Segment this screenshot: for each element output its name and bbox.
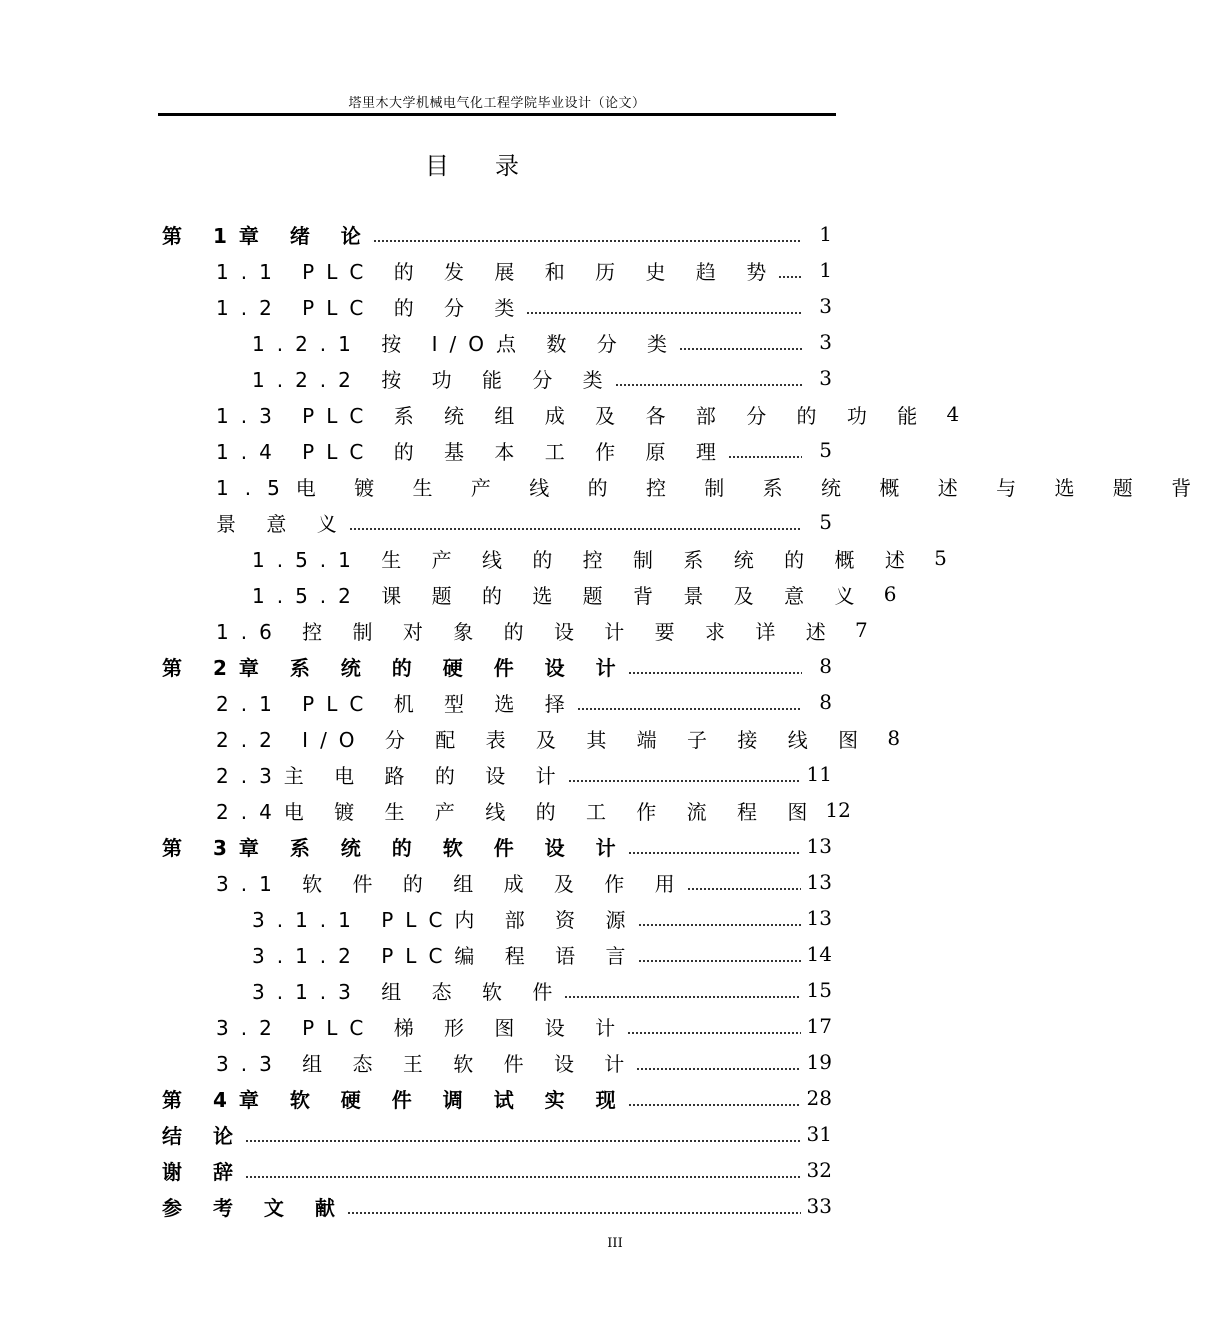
- toc-entry-label: 3.1.2 PLC编 程 语 言: [252, 943, 638, 968]
- toc-entry-label: 3.2 PLC 梯 形 图 设 计: [216, 1015, 628, 1040]
- toc-entry[interactable]: [162, 612, 868, 648]
- toc-entry[interactable]: [162, 360, 834, 396]
- toc-entry[interactable]: [162, 864, 834, 900]
- toc-leader-dots: [347, 1212, 801, 1214]
- toc-entry-page: 4: [946, 402, 960, 426]
- toc-entry-label: 2.1 PLC 机 型 选 择: [216, 691, 577, 716]
- toc-entry[interactable]: [162, 252, 834, 288]
- toc-entry-page: 13: [806, 870, 832, 894]
- toc-entry-label: 谢 辞: [162, 1159, 245, 1184]
- toc-entry-label: 3.1.3 组 态 软 件: [252, 979, 565, 1004]
- toc-entry-label: 第 2章 系 统 的 硬 件 设 计: [162, 655, 628, 680]
- toc-entry[interactable]: [162, 1152, 834, 1188]
- toc-entry-page: 19: [806, 1050, 832, 1074]
- toc-entry-label: 景 意 义: [216, 511, 349, 536]
- toc-entry[interactable]: [162, 468, 1208, 504]
- toc-entry-page: 5: [934, 546, 947, 570]
- toc-entry-label: 1.1 PLC 的 发 展 和 历 史 趋 势: [216, 259, 779, 284]
- toc-entry-label: 1.2.2 按 功 能 分 类: [252, 367, 615, 392]
- page-number: III: [607, 1236, 623, 1251]
- toc-entry[interactable]: [162, 936, 834, 972]
- toc-entry[interactable]: [162, 684, 834, 720]
- toc-entry-page: 8: [887, 726, 901, 750]
- toc-entry-label: 1.3 PLC 系 统 组 成 及 各 部 分 的 功 能: [216, 403, 930, 428]
- table-of-contents: [162, 216, 1208, 1224]
- toc-entry-page: 13: [806, 834, 832, 858]
- toc-leader-dots: [526, 312, 802, 314]
- toc-entry-label: 2.3主 电 路 的 设 计: [216, 763, 568, 788]
- toc-entry-label: 结 论: [162, 1123, 245, 1148]
- toc-entry-page: 14: [806, 942, 832, 966]
- toc-entry[interactable]: [162, 1080, 834, 1116]
- toc-entry-label: 第 4章 软 硬 件 调 试 实 现: [162, 1087, 628, 1112]
- toc-entry-label: 1.5电 镀 生 产 线 的 控 制 系 统 概 述 与 选 题 背: [216, 475, 1208, 500]
- toc-entry-page: 8: [819, 654, 832, 678]
- toc-leader-dots: [373, 240, 802, 242]
- toc-entry-label: 2.4电 镀 生 产 线 的 工 作 流 程 图: [216, 799, 820, 824]
- toc-leader-dots: [728, 456, 802, 458]
- toc-leader-dots: [687, 888, 801, 890]
- page-header: 塔里木大学机械电气化工程学院毕业设计（论文）: [348, 96, 646, 111]
- header-rule: [158, 113, 836, 116]
- toc-entry[interactable]: [162, 216, 834, 252]
- toc-entry-page: 31: [806, 1122, 832, 1146]
- toc-entry-label: 3.3 组 态 王 软 件 设 计: [216, 1051, 637, 1076]
- toc-entry-page: 8: [819, 690, 832, 714]
- toc-entry-label: 1.4 PLC 的 基 本 工 作 原 理: [216, 439, 728, 464]
- toc-entry[interactable]: [162, 288, 834, 324]
- toc-leader-dots: [577, 708, 802, 710]
- toc-leader-dots: [245, 1176, 801, 1178]
- toc-entry-page: 15: [806, 978, 832, 1002]
- toc-entry-label: 第 1章 绪 论: [162, 223, 373, 248]
- toc-entry[interactable]: [162, 1116, 834, 1152]
- toc-entry-label: 3.1.1 PLC内 部 资 源: [252, 907, 638, 932]
- toc-entry[interactable]: [162, 1188, 834, 1224]
- toc-entry-label: 1.5.2 课 题 的 选 题 背 景 及 意 义: [252, 583, 867, 608]
- toc-leader-dots: [628, 672, 802, 674]
- toc-entry[interactable]: [162, 720, 901, 756]
- toc-entry-page: 13: [806, 906, 832, 930]
- toc-entry-page: 5: [819, 510, 832, 534]
- toc-leader-dots: [638, 924, 801, 926]
- toc-entry[interactable]: [162, 756, 834, 792]
- toc-entry[interactable]: [162, 324, 834, 360]
- toc-entry-page: 11: [806, 762, 832, 786]
- toc-entry-label: 1.2.1 按 I/O点 数 分 类: [252, 331, 680, 356]
- toc-leader-dots: [564, 996, 800, 998]
- toc-entry[interactable]: [162, 792, 851, 828]
- toc-leader-dots: [349, 528, 802, 530]
- toc-entry[interactable]: [162, 900, 834, 936]
- toc-entry[interactable]: [162, 396, 960, 432]
- toc-entry-label: 1.6 控 制 对 象 的 设 计 要 求 详 述: [216, 619, 838, 644]
- toc-entry-label: 参 考 文 献: [162, 1195, 347, 1220]
- toc-leader-dots: [568, 780, 801, 782]
- toc-leader-dots: [615, 384, 802, 386]
- toc-title: 目录: [425, 152, 565, 180]
- toc-entry-label: 1.5.1 生 产 线 的 控 制 系 统 的 概 述: [252, 547, 917, 572]
- toc-entry-page: 3: [819, 294, 832, 318]
- toc-leader-dots: [628, 852, 801, 854]
- toc-leader-dots: [627, 1032, 800, 1034]
- toc-entry-page: 32: [806, 1158, 832, 1182]
- toc-leader-dots: [245, 1140, 801, 1142]
- toc-leader-dots: [628, 1104, 801, 1106]
- toc-leader-dots: [679, 348, 802, 350]
- toc-entry-page: 6: [883, 582, 897, 606]
- toc-entry-page: 3: [819, 330, 832, 354]
- toc-entry-page: 17: [806, 1014, 832, 1038]
- toc-leader-dots: [778, 276, 802, 278]
- toc-entry[interactable]: [162, 504, 834, 540]
- toc-entry[interactable]: [162, 1044, 834, 1080]
- toc-leader-dots: [638, 960, 801, 962]
- toc-entry-page: 33: [806, 1194, 832, 1218]
- toc-entry[interactable]: [162, 432, 834, 468]
- toc-entry-page: 7: [855, 618, 868, 642]
- toc-entry[interactable]: [162, 1008, 834, 1044]
- toc-entry-page: 12: [825, 798, 851, 822]
- toc-entry[interactable]: [162, 972, 834, 1008]
- toc-entry-page: 28: [806, 1086, 832, 1110]
- toc-entry[interactable]: [162, 648, 834, 684]
- toc-entry[interactable]: [162, 576, 897, 612]
- toc-leader-dots: [636, 1068, 800, 1070]
- toc-entry-label: 3.1 软 件 的 组 成 及 作 用: [216, 871, 687, 896]
- toc-entry-page: 3: [819, 366, 832, 390]
- toc-entry-page: 1: [819, 258, 832, 282]
- toc-entry-label: 第 3章 系 统 的 软 件 设 计: [162, 835, 628, 860]
- toc-entry-label: 2.2 I/O 分 配 表 及 其 端 子 接 线 图: [216, 727, 871, 752]
- toc-entry[interactable]: [162, 828, 834, 864]
- toc-entry-page: 5: [819, 438, 832, 462]
- toc-entry-label: 1.2 PLC 的 分 类: [216, 295, 527, 320]
- toc-entry[interactable]: [162, 540, 947, 576]
- toc-entry-page: 1: [819, 222, 832, 246]
